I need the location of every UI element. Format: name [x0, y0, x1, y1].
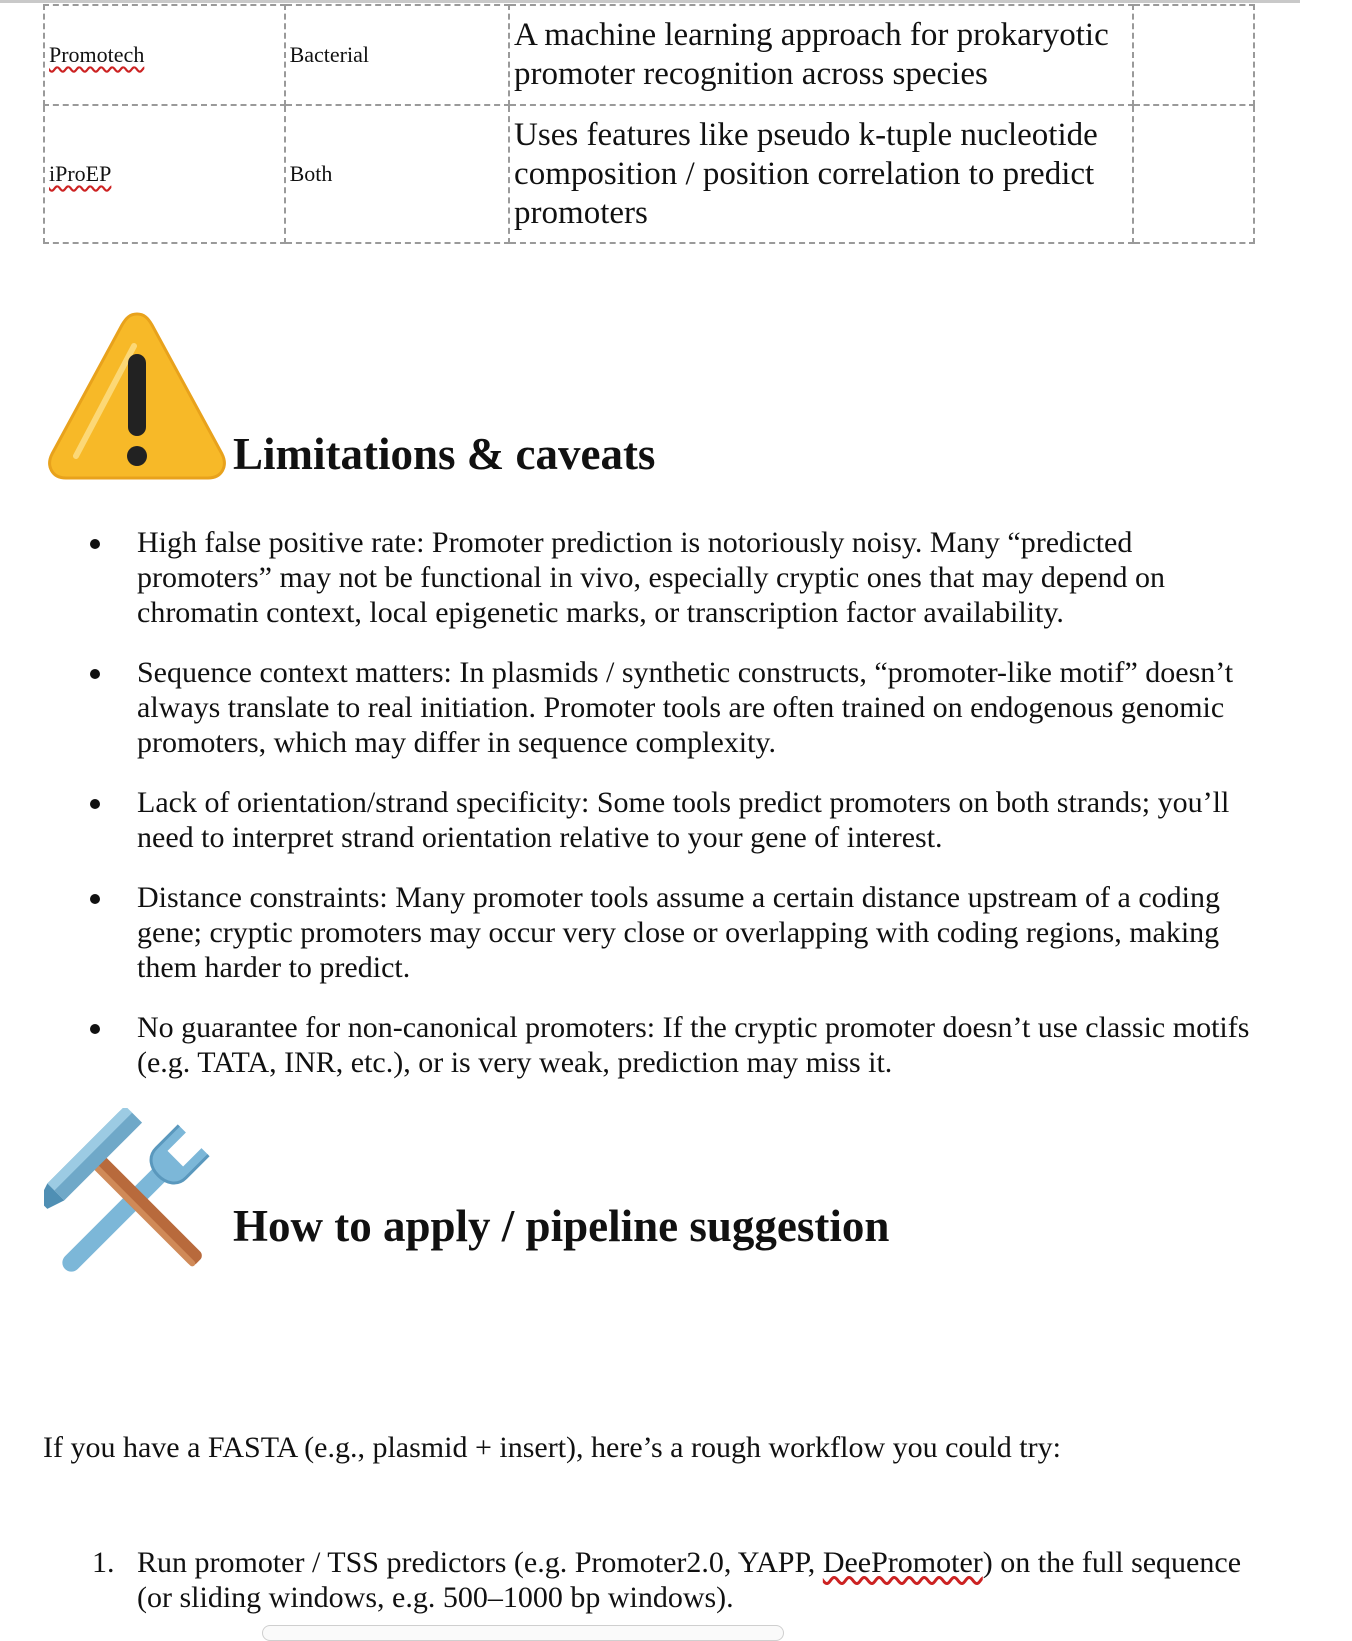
- table-row: [44, 105, 1254, 243]
- list-item-text: No guarantee for non-canonical promoters: If the cryptic promoter doesn’t use classic motifs (e.g. TATA, INR, etc.), or is very weak, prediction may miss it.: [137, 1011, 1250, 1079]
- promoter-tools-table: [43, 4, 1255, 244]
- bullet-icon: [90, 894, 100, 904]
- hammer-and-wrench-icon: [44, 1108, 226, 1290]
- tool-name-text: Promotech: [49, 42, 145, 67]
- table-cell-description: A machine learning approach for prokaryotic promoter recognition across species: [509, 5, 1133, 105]
- bullet-icon: [90, 799, 100, 809]
- tool-name-text: iProEP: [49, 161, 112, 186]
- bullet-icon: [90, 1024, 100, 1034]
- list-item: [0, 880, 1352, 985]
- table-cell-organism-type: Bacterial: [285, 5, 509, 105]
- window-top-edge: [0, 0, 1300, 3]
- step-tool-name: DeePromoter: [822, 1546, 983, 1579]
- table-cell-tool-name: [44, 105, 285, 243]
- list-item: [0, 1545, 1352, 1615]
- table-cell-organism-type: Both: [285, 105, 509, 243]
- list-item: [0, 655, 1352, 760]
- list-item-text: High false positive rate: Promoter prediction is notoriously noisy. Many “predicted promoters” may not be functional in vivo, especially cryptic ones that may depend on chromatin context, local epigenetic marks, or transcription factor availability.: [137, 526, 1166, 629]
- step-number: 1.: [92, 1546, 115, 1579]
- list-item: [0, 525, 1352, 630]
- table-row: [44, 5, 1254, 105]
- table-cell-description: Uses features like pseudo k-tuple nucleotide composition / position correlation to predict promoters: [509, 105, 1133, 243]
- pipeline-steps: [0, 1545, 1352, 1615]
- limitations-heading: Limitations & caveats: [233, 429, 656, 479]
- limitations-list: [0, 525, 1352, 1105]
- table-cell-extra: [1133, 5, 1254, 105]
- list-item-text: Sequence context matters: In plasmids / synthetic constructs, “promoter-like motif” doesn’t always translate to real initiation. Promoter tools are often trained on endogenous genomic promoters, which may differ in sequence complexity.: [137, 656, 1234, 759]
- floating-toolbar-edge[interactable]: [262, 1625, 784, 1641]
- pipeline-heading: How to apply / pipeline suggestion: [233, 1201, 890, 1251]
- table-cell-tool-name: [44, 5, 285, 105]
- bullet-icon: [90, 539, 100, 549]
- bullet-icon: [90, 669, 100, 679]
- list-item: [0, 1010, 1352, 1080]
- step-text-start: Run promoter / TSS predictors (e.g. Promoter2.0, YAPP,: [137, 1546, 823, 1579]
- table-cell-extra: [1133, 105, 1254, 243]
- pipeline-intro: If you have a FASTA (e.g., plasmid + insert), here’s a rough workflow you could try:: [43, 1431, 1061, 1464]
- list-item: [0, 785, 1352, 855]
- warning-icon: [46, 306, 228, 488]
- list-item-text: Distance constraints: Many promoter tools assume a certain distance upstream of a coding gene; cryptic promoters may occur very close or overlapping with coding regions, making them harder to predict.: [137, 881, 1221, 984]
- step-text-end: ) on the full sequence (or sliding windows, e.g. 500–1000 bp windows).: [137, 1546, 1242, 1614]
- list-item-text: Lack of orientation/strand specificity: Some tools predict promoters on both strands; you’ll need to interpret strand orientation relative to your gene of interest.: [137, 786, 1230, 854]
